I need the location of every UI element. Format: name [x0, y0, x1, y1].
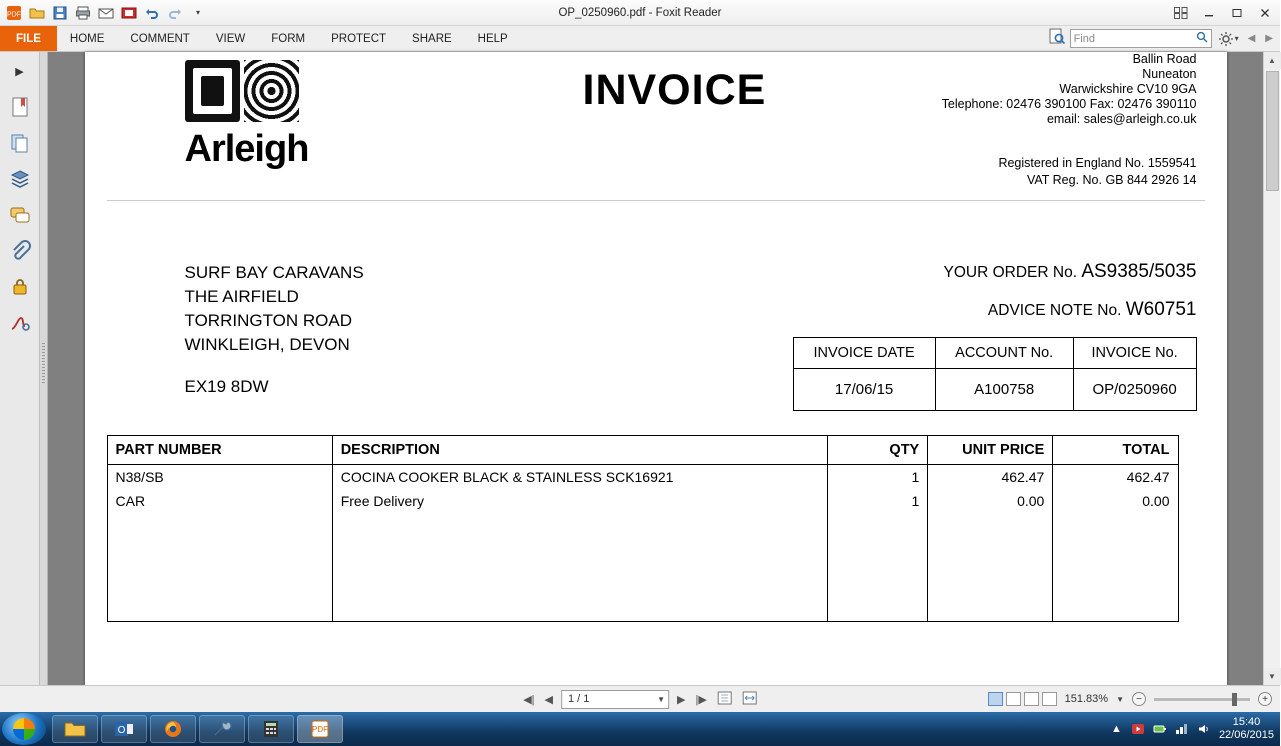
table-row [107, 489, 1178, 513]
company-phone-line: Telephone: 02476 390100 Fax: 02476 390110 [941, 97, 1197, 111]
customer-address [185, 261, 364, 411]
table-filler-row [107, 513, 1178, 621]
next-view-icon[interactable]: ▶ [1265, 33, 1273, 44]
menu-form[interactable]: FORM [271, 32, 306, 45]
left-tool-rail [0, 52, 40, 685]
pdf-page [85, 52, 1227, 685]
menu-help[interactable]: HELP [477, 32, 508, 45]
previous-page-icon[interactable]: ◀ [544, 693, 553, 706]
taskbar-item-calculator[interactable] [248, 715, 294, 743]
company-email-line: email: sales@arleigh.co.uk [1046, 112, 1197, 126]
meta-header-invoice-no: INVOICE No. [1073, 338, 1196, 369]
line-items-table [107, 435, 1179, 622]
open-folder-icon[interactable] [27, 3, 47, 23]
last-page-icon[interactable]: |▶ [695, 693, 707, 706]
layers-icon[interactable] [5, 164, 35, 194]
undo-icon[interactable] [142, 3, 162, 23]
panel-grip [42, 343, 45, 385]
start-button[interactable] [2, 713, 46, 745]
page-number-value: 1 / 1 [568, 693, 590, 705]
taskbar-item-firefox[interactable] [150, 715, 196, 743]
scroll-up-icon[interactable]: ▲ [1264, 52, 1281, 69]
facing-view-icon[interactable] [1024, 692, 1039, 706]
battery-icon[interactable] [1153, 722, 1168, 737]
previous-view-icon[interactable]: ◀ [1247, 33, 1256, 44]
meta-value-invoice-no: OP/0250960 [1073, 369, 1196, 411]
signatures-icon[interactable] [5, 308, 35, 338]
invoice-document [107, 52, 1205, 622]
start-orb-icon [13, 718, 35, 740]
menu-view[interactable]: VIEW [215, 32, 246, 45]
redo-icon[interactable] [165, 3, 185, 23]
taskbar-item-outlook[interactable] [101, 715, 147, 743]
table-row [107, 465, 1178, 490]
row-unit-price: 0.00 [928, 489, 1053, 513]
restore-layout-icon[interactable] [1168, 3, 1194, 23]
advice-note-value: W60751 [1125, 299, 1197, 320]
row-qty: 1 [828, 465, 928, 490]
header-divider [107, 200, 1205, 201]
view-mode-group [988, 692, 1057, 706]
save-icon[interactable] [50, 3, 70, 23]
window-controls [1168, 0, 1278, 26]
line-items-header-row [107, 436, 1178, 465]
invoice-title: INVOICE [582, 66, 767, 114]
panel-resize-handle[interactable] [40, 52, 48, 685]
zoom-dropdown-icon[interactable]: ▼ [1116, 694, 1124, 704]
row-part-number: N38/SB [107, 465, 332, 490]
row-total: 0.00 [1053, 489, 1178, 513]
menu-share[interactable]: SHARE [412, 32, 452, 45]
first-page-icon[interactable]: ◀| [523, 693, 535, 706]
document-viewport[interactable] [48, 52, 1263, 685]
find-input[interactable] [1070, 29, 1212, 48]
fit-page-icon[interactable] [715, 691, 734, 708]
row-total: 462.47 [1053, 465, 1178, 490]
customer-address-line-3: WINKLEIGH, DEVON [184, 335, 350, 354]
meta-header-invoice-date: INVOICE DATE [793, 338, 935, 369]
meta-header-account-no: ACCOUNT No. [935, 338, 1073, 369]
meta-value-row [793, 369, 1196, 411]
vertical-scrollbar[interactable] [1263, 52, 1280, 685]
meta-value-account-no: A100758 [935, 369, 1073, 411]
network-icon[interactable] [1175, 722, 1190, 737]
taskbar-item-explorer[interactable] [52, 715, 98, 743]
pages-thumbnails-icon[interactable] [5, 128, 35, 158]
order-info [793, 261, 1197, 411]
comments-icon[interactable] [5, 200, 35, 230]
customer-postcode: EX19 8DW [184, 377, 269, 396]
email-icon[interactable] [96, 3, 116, 23]
zoom-slider-knob[interactable] [1232, 693, 1237, 706]
security-icon[interactable] [5, 272, 35, 302]
minimize-button[interactable] [1196, 3, 1222, 23]
quick-access-toolbar [0, 3, 208, 23]
row-unit-price: 462.47 [928, 465, 1053, 490]
find-placeholder: Find [1073, 32, 1095, 45]
customer-address-line-2: TORRINGTON ROAD [184, 311, 352, 330]
status-bar [0, 685, 1280, 712]
taskbar-item-foxit[interactable] [297, 715, 343, 743]
taskbar [0, 712, 1280, 746]
invoice-header [107, 52, 1205, 192]
row-part-number: CAR [107, 489, 332, 513]
attachments-icon[interactable] [5, 236, 35, 266]
clock-time: 15:40 [1232, 716, 1261, 728]
logo-wordmark: Arleigh [184, 128, 309, 170]
company-address-line-2: Nuneaton [1142, 67, 1197, 81]
company-registration-line: Registered in England No. 1559541 [998, 156, 1197, 170]
company-address [942, 52, 1197, 188]
pdf-app-icon[interactable] [4, 3, 24, 23]
print-icon[interactable] [73, 3, 93, 23]
company-address-line-3: Warwickshire CV10 9GA [1059, 82, 1197, 96]
search-document-icon[interactable] [1048, 27, 1066, 50]
advice-note-label: ADVICE NOTE No. [987, 302, 1122, 319]
media-icon[interactable] [1131, 722, 1146, 737]
column-total: TOTAL [1053, 436, 1178, 465]
volume-icon[interactable] [1197, 722, 1212, 737]
title-bar [0, 0, 1280, 26]
menu-protect[interactable]: PROTECT [331, 32, 387, 45]
scroll-down-icon[interactable]: ▼ [1264, 668, 1281, 685]
row-description: Free Delivery [332, 489, 827, 513]
maximize-button[interactable] [1224, 3, 1250, 23]
menu-file[interactable]: FILE [0, 26, 57, 51]
zoom-group [988, 692, 1272, 706]
customer-name: SURF BAY CARAVANS [184, 263, 364, 282]
company-vat-line: VAT Reg. No. GB 844 2926 14 [1026, 173, 1197, 187]
row-description: COCINA COOKER BLACK & STAINLESS SCK16921 [332, 465, 827, 490]
gear-icon[interactable]: ▾ [1216, 31, 1241, 47]
next-page-icon[interactable]: ▶ [677, 693, 686, 706]
column-part-number: PART NUMBER [107, 436, 332, 465]
bookmarks-icon[interactable] [5, 92, 35, 122]
meta-header-row [793, 338, 1196, 369]
main-area [0, 52, 1280, 685]
zoom-level-value: 151.83% [1064, 693, 1109, 705]
zoom-slider[interactable] [1154, 698, 1250, 701]
customer-address-line-1: THE AIRFIELD [184, 287, 299, 306]
your-order-row [793, 261, 1197, 283]
meta-value-invoice-date: 17/06/15 [793, 369, 935, 411]
invoice-meta-table [793, 337, 1197, 411]
system-tray [1109, 712, 1280, 746]
show-hidden-icons-icon[interactable]: ▲ [1110, 723, 1122, 735]
menu-home[interactable]: HOME [69, 32, 105, 45]
find-search-icon[interactable] [1196, 31, 1208, 46]
single-page-view-icon[interactable] [988, 692, 1003, 706]
advice-note-row [793, 299, 1197, 321]
svg-text:PDF: PDF [312, 725, 328, 734]
column-description: DESCRIPTION [332, 436, 827, 465]
clock-date: 22/06/2015 [1218, 729, 1274, 741]
row-qty: 1 [828, 489, 928, 513]
scrollbar-thumb[interactable] [1266, 71, 1279, 191]
page-number-input[interactable] [561, 690, 669, 709]
taskbar-item-tool[interactable] [199, 715, 245, 743]
menu-comment[interactable]: COMMENT [130, 32, 190, 45]
company-logo [185, 60, 365, 192]
taskbar-clock[interactable] [1219, 716, 1274, 742]
svg-text:O: O [117, 725, 126, 736]
your-order-value: AS9385/5035 [1081, 261, 1197, 282]
column-unit-price: UNIT PRICE [928, 436, 1053, 465]
svg-text:PDF: PDF [7, 11, 21, 18]
menu-bar [0, 26, 1280, 52]
close-button[interactable] [1252, 3, 1278, 23]
column-qty: QTY [828, 436, 928, 465]
zoom-out-button[interactable]: − [1132, 692, 1146, 706]
facing-continuous-view-icon[interactable] [1042, 692, 1057, 706]
snapshot-icon[interactable] [119, 3, 139, 23]
expand-panel-arrow[interactable]: ▶ [15, 65, 24, 78]
company-address-line-1: Ballin Road [1132, 52, 1197, 66]
customize-caret-icon[interactable]: ▾ [195, 8, 200, 17]
addresses-row [107, 261, 1205, 411]
your-order-label: YOUR ORDER No. [943, 264, 1078, 281]
continuous-view-icon[interactable] [1006, 692, 1021, 706]
menu-right-group [1048, 26, 1280, 51]
logo-mark [185, 60, 365, 122]
chevron-down-icon[interactable]: ▼ [657, 694, 665, 704]
page-navigation-group [521, 690, 759, 709]
window-title: OP_0250960.pdf - Foxit Reader [558, 6, 722, 19]
fit-width-icon[interactable] [740, 691, 759, 708]
zoom-in-button[interactable]: + [1258, 692, 1272, 706]
